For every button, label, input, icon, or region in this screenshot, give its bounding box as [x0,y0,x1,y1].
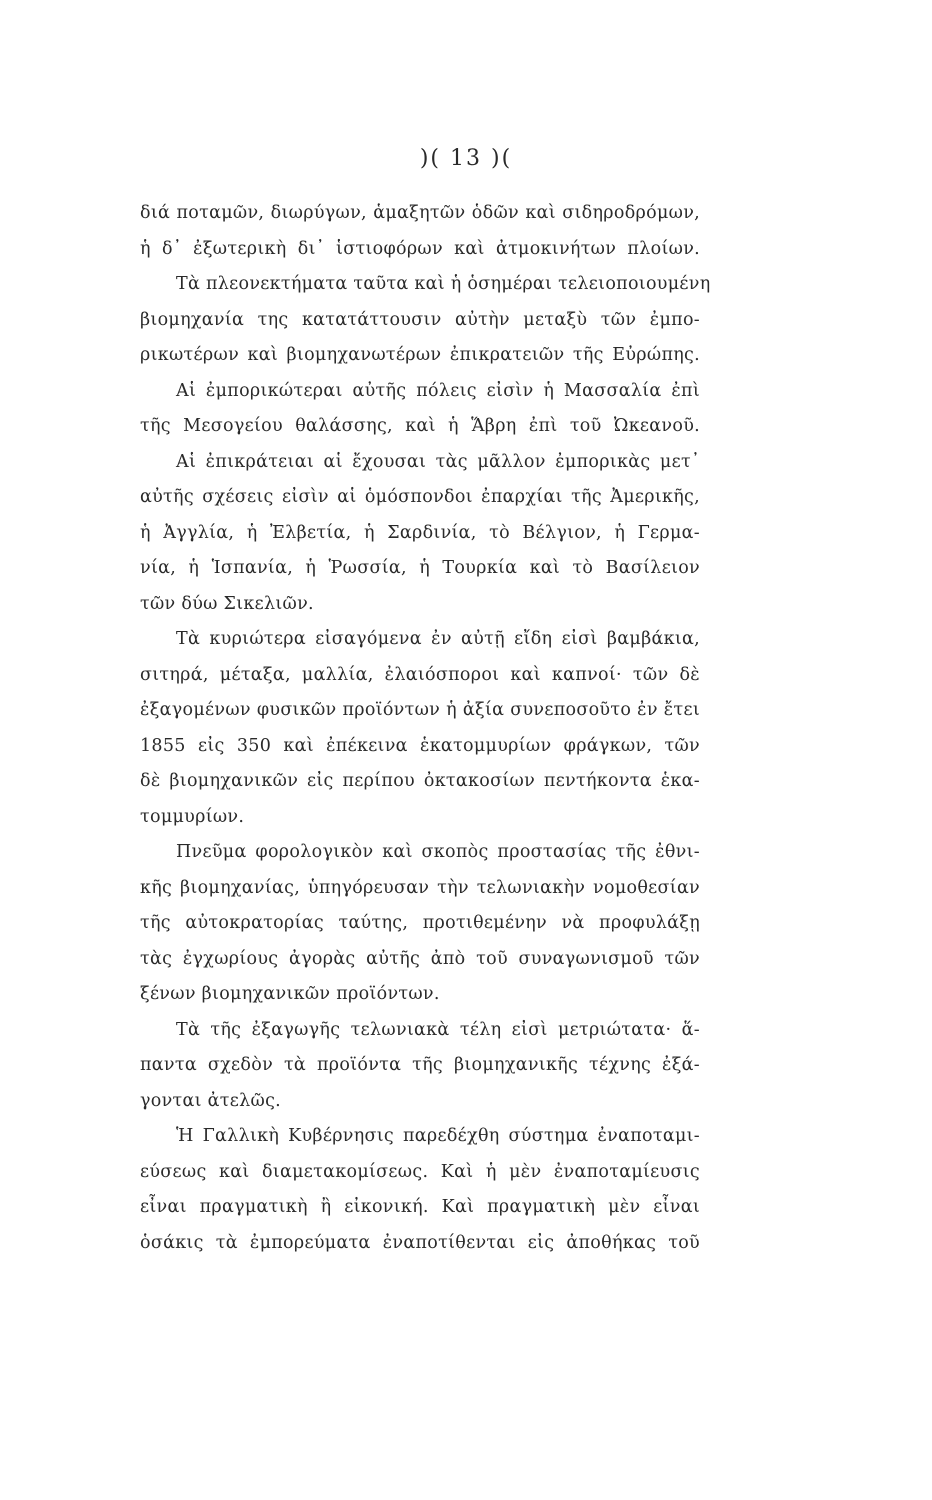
text-line: Τὰ κυριώτερα εἰσαγόμενα ἐν αὐτῇ εἴδη εἰσὶ βαμβάκια, [176,629,700,649]
text-line: εἶναι πραγματικὴ ἢ εἰκονική. Καὶ πραγματικὴ μὲν εἶναι [140,1197,700,1217]
text-line: Ἡ Γαλλικὴ Κυβέρνησις παρεδέχθη σύστημα ἐναποταμι- [176,1126,700,1146]
paragraph-export-duties [140,1013,700,1120]
text-line: ρικωτέρων καὶ βιομηχανωτέρων ἐπικρατειῶν τῆς Εὐρώπης. [140,345,700,365]
paragraph-ports [140,374,700,445]
text-line: σιτηρά, μέταξα, μαλλία, ἐλαιόσποροι καὶ καπνοί· τῶν δὲ [140,664,700,685]
text-line: νία, ἡ Ἱσπανία, ἡ Ῥωσσία, ἡ Τουρκία καὶ τὸ Βασίλειον [140,558,700,578]
paragraph-imports-exports [140,622,700,835]
text-line: Πνεῦμα φορολογικὸν καὶ σκοπὸς προστασίας τῆς ἐθνι- [176,842,700,862]
text-line: διά ποταμῶν, διωρύγων, ἁμαξητῶν ὁδῶν καὶ σιδηροδρόμων, [140,203,700,223]
text-line: δὲ βιομηχανικῶν εἰς περίπου ὀκτακοσίων πεντήκοντα ἑκα- [140,771,700,791]
text-line: ὁσάκις τὰ ἐμπορεύματα ἐναποτίθενται εἰς ἀποθήκας τοῦ [140,1232,700,1253]
text-line: τῆς αὐτοκρατορίας ταύτης, προτιθεμένην νὰ προφυλάξῃ [140,913,700,933]
paragraph-warehousing [140,1119,700,1261]
text-line: βιομηχανία της κατατάττουσιν αὐτὴν μεταξὺ τῶν ἐμπο- [140,309,700,330]
text-line: Τὰ τῆς ἐξαγωγῆς τελωνιακὰ τέλη εἰσὶ μετριώτατα· ἅ- [176,1019,700,1040]
text-line: αὐτῆς σχέσεις εἰσὶν αἱ ὁμόσπονδοι ἐπαρχίαι τῆς Ἀμερικῆς, [140,487,700,507]
text-line: τῆς Μεσογείου θαλάσσης, καὶ ἡ Ἅβρη ἐπὶ τοῦ Ὠκεανοῦ. [140,416,700,436]
text-line: 1855 εἰς 350 καὶ ἐπέκεινα ἑκατομμυρίων φράγκων, τῶν [140,735,700,756]
text-line: ἐξαγομένων φυσικῶν προϊόντων ἡ ἀξία συνεποσοῦτο ἐν ἔτει [140,700,700,720]
text-line: ἡ Ἀγγλία, ἡ Ἐλβετία, ἡ Σαρδινία, τὸ Βέλγιον, ἡ Γερμα- [140,522,700,543]
text-line: Τὰ πλεονεκτήματα ταῦτα καὶ ἡ ὁσημέραι τελειοποιουμένη [176,274,711,294]
text-line: ξένων βιομηχανικῶν προϊόντων. [140,984,440,1004]
paragraph-transport [140,196,711,374]
text-line: παντα σχεδὸν τὰ προϊόντα τῆς βιομηχανικῆς τέχνης ἐξά- [140,1055,700,1075]
text-line: τὰς ἐγχωρίους ἀγορὰς αὐτῆς ἀπὸ τοῦ συναγωνισμοῦ τῶν [140,948,700,969]
page-number: )( 13 )( [419,146,513,171]
text-line: γονται ἀτελῶς. [140,1090,282,1111]
paragraph-trade-partners [140,445,700,623]
text-line: Αἱ ἐμπορικώτεραι αὐτῆς πόλεις εἰσὶν ἡ Μασσαλία ἐπὶ [176,380,700,401]
text-line: εύσεως καὶ διαμετακομίσεως. Καὶ ἡ μὲν ἐναποταμίευσις [140,1161,700,1182]
text-line: τῶν δύω Σικελιῶν. [140,593,314,614]
text-line: Αἱ ἐπικράτειαι αἱ ἔχουσαι τὰς μᾶλλον ἐμπορικὰς μετ᾽ [176,451,700,472]
paragraph-customs-law [140,835,700,1013]
body-text [140,196,711,1261]
text-line: τομμυρίων. [140,806,245,827]
text-line: ἡ δ᾽ ἐξωτερικὴ δι᾽ ἱστιοφόρων καὶ ἀτμοκινήτων πλοίων. [140,238,700,259]
text-line: κῆς βιομηχανίας, ὑπηγόρευσαν τὴν τελωνιακὴν νομοθεσίαν [140,877,700,898]
